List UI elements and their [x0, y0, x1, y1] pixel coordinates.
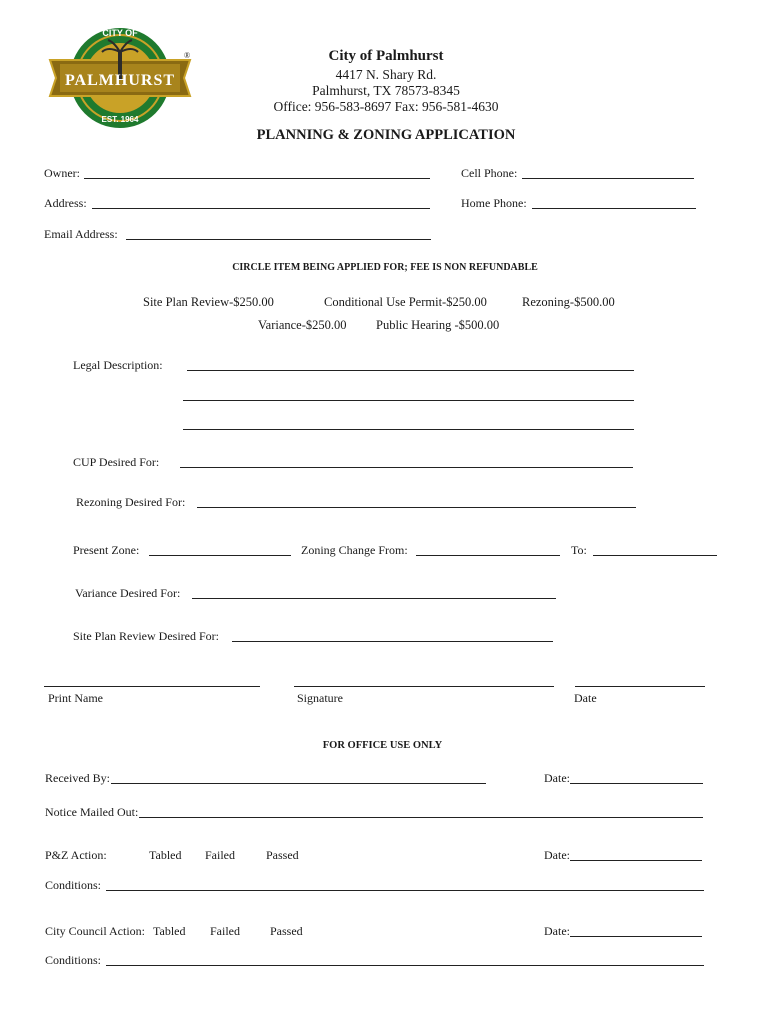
legal-description-line-3[interactable]: [183, 429, 634, 430]
zoning-change-from-field[interactable]: [416, 555, 560, 556]
logo-top-text: CITY OF: [102, 28, 138, 38]
print-name-line[interactable]: [44, 686, 260, 687]
city-state-zip: Palmhurst, TX 78573-8345: [312, 83, 460, 98]
site-plan-review-label: Site Plan Review Desired For:: [73, 629, 219, 643]
received-by-field[interactable]: [111, 783, 486, 784]
signature-line[interactable]: [294, 686, 554, 687]
council-failed[interactable]: Failed: [210, 924, 240, 938]
phone-fax: Office: 956-583-8697 Fax: 956-581-4630: [273, 99, 499, 114]
fee-public-hearing[interactable]: Public Hearing -$500.00: [376, 318, 500, 332]
council-passed[interactable]: Passed: [270, 924, 303, 938]
pz-action-label: P&Z Action:: [45, 848, 107, 862]
address-label: Address:: [44, 196, 87, 210]
rezoning-label: Rezoning Desired For:: [76, 495, 186, 509]
fee-instruction: CIRCLE ITEM BEING APPLIED FOR; FEE IS NON REFUNDABLE: [232, 262, 538, 273]
council-date-label: Date:: [544, 924, 570, 938]
home-phone-field[interactable]: [532, 208, 696, 209]
owner-label: Owner:: [44, 166, 80, 180]
office-use-heading: FOR OFFICE USE ONLY: [322, 740, 443, 751]
cell-phone-label: Cell Phone:: [461, 166, 518, 180]
legal-description-label: Legal Description:: [73, 358, 163, 372]
notice-mailed-field[interactable]: [139, 817, 703, 818]
council-conditions-field[interactable]: [106, 965, 704, 966]
city-logo: [44, 22, 196, 130]
logo-bottom-text: EST. 1964: [101, 115, 139, 124]
fee-site-plan[interactable]: Site Plan Review-$250.00: [143, 295, 274, 309]
council-date-field[interactable]: [570, 936, 702, 937]
logo-name: PALMHURST: [64, 72, 176, 89]
received-date-field[interactable]: [570, 783, 703, 784]
pz-failed[interactable]: Failed: [205, 848, 235, 862]
date-label: Date: [574, 691, 597, 705]
fee-conditional-use[interactable]: Conditional Use Permit-$250.00: [324, 295, 487, 309]
form-title: PLANNING & ZONING APPLICATION: [256, 127, 516, 143]
signature-label: Signature: [297, 691, 343, 705]
to-label: To:: [571, 543, 587, 557]
fee-rezoning[interactable]: Rezoning-$500.00: [522, 295, 615, 309]
legal-description-line-2[interactable]: [183, 400, 634, 401]
date-line[interactable]: [575, 686, 705, 687]
cup-label: CUP Desired For:: [73, 455, 160, 469]
pz-date-label: Date:: [544, 848, 570, 862]
home-phone-label: Home Phone:: [461, 196, 527, 210]
print-name-label: Print Name: [48, 691, 103, 705]
cup-field[interactable]: [180, 467, 633, 468]
street-address: 4417 N. Shary Rd.: [335, 67, 437, 82]
council-action-label: City Council Action:: [45, 924, 146, 938]
pz-tabled[interactable]: Tabled: [149, 848, 182, 862]
email-label: Email Address:: [44, 227, 118, 241]
council-conditions-label: Conditions:: [45, 953, 102, 967]
registered-mark: ®: [184, 51, 191, 60]
to-field[interactable]: [593, 555, 717, 556]
zoning-change-from-label: Zoning Change From:: [301, 543, 408, 557]
council-tabled[interactable]: Tabled: [153, 924, 186, 938]
pz-date-field[interactable]: [570, 860, 702, 861]
pz-conditions-label: Conditions:: [45, 878, 102, 892]
variance-label: Variance Desired For:: [75, 586, 181, 600]
fee-variance[interactable]: Variance-$250.00: [258, 318, 347, 332]
cell-phone-field[interactable]: [522, 178, 694, 179]
legal-description-line-1[interactable]: [187, 370, 634, 371]
notice-mailed-label: Notice Mailed Out:: [45, 805, 139, 819]
site-plan-review-field[interactable]: [232, 641, 553, 642]
pz-passed[interactable]: Passed: [266, 848, 299, 862]
present-zone-label: Present Zone:: [73, 543, 140, 557]
variance-field[interactable]: [192, 598, 556, 599]
received-by-label: Received By:: [45, 771, 110, 785]
present-zone-field[interactable]: [149, 555, 291, 556]
received-date-label: Date:: [544, 771, 570, 785]
city-name: City of Palmhurst: [328, 48, 444, 64]
pz-conditions-field[interactable]: [106, 890, 704, 891]
email-field[interactable]: [126, 239, 431, 240]
owner-field[interactable]: [84, 178, 430, 179]
rezoning-field[interactable]: [197, 507, 636, 508]
address-field[interactable]: [92, 208, 430, 209]
